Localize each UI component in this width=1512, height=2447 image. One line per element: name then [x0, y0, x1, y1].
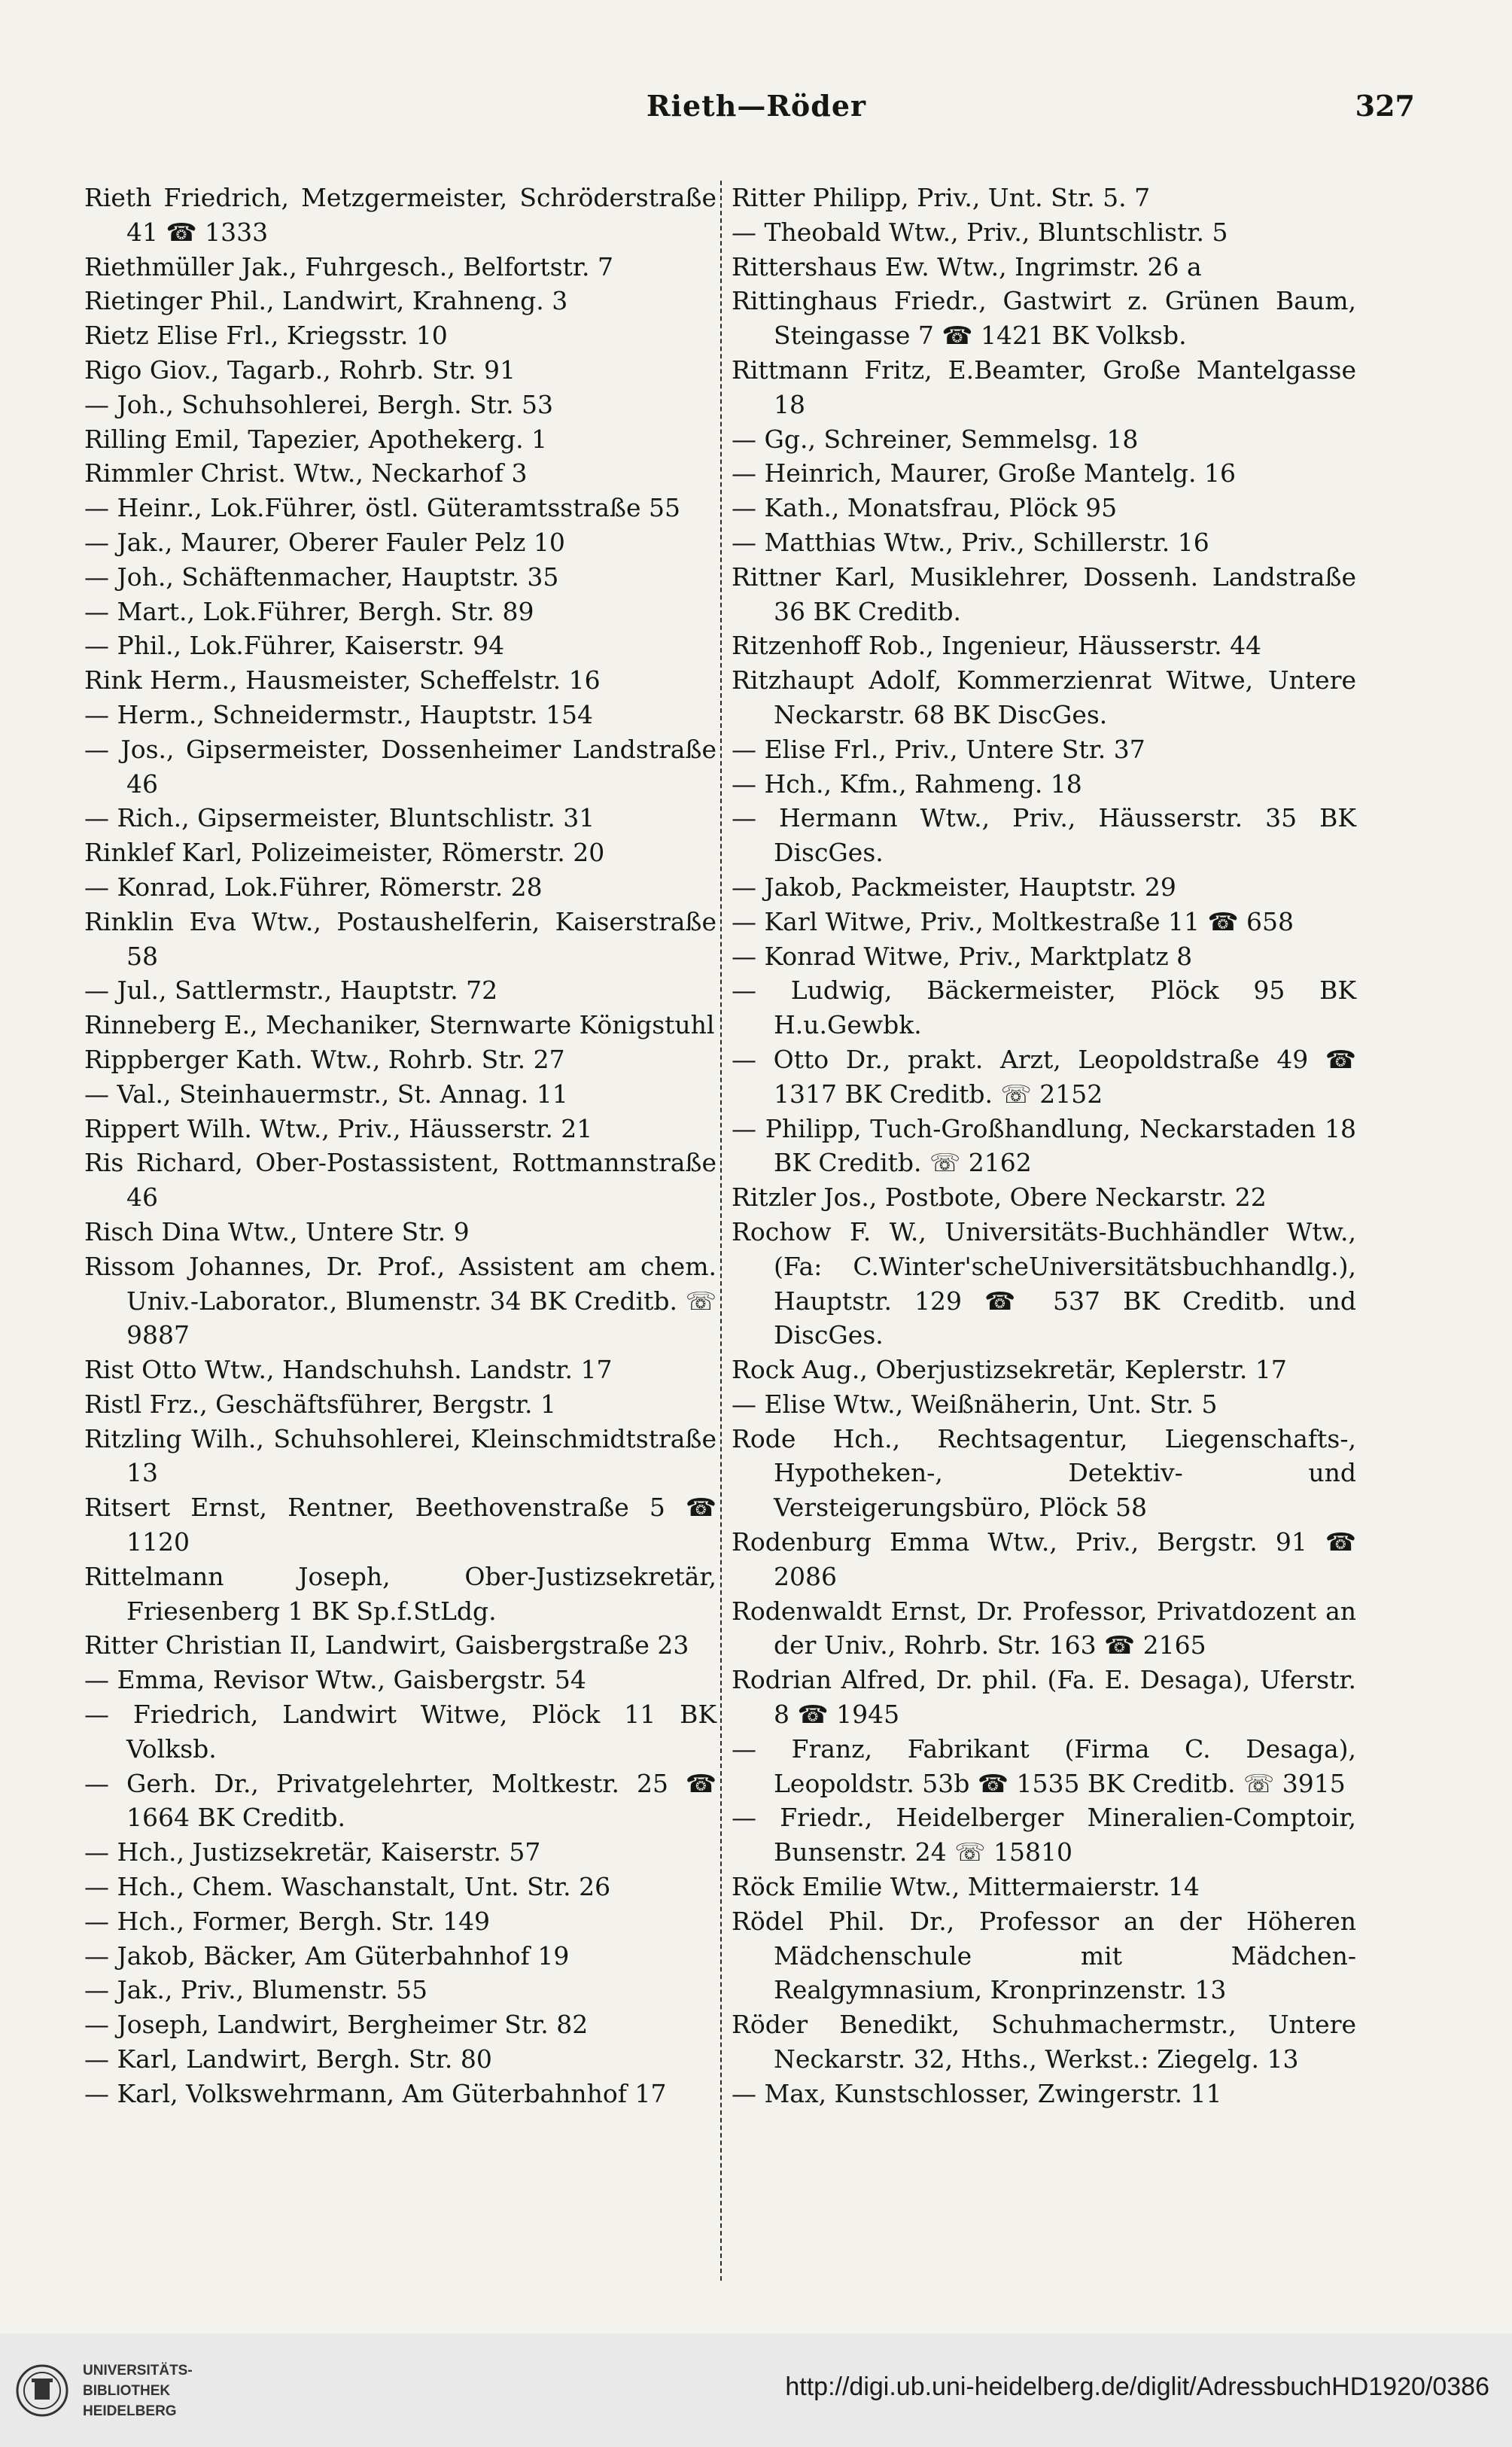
directory-entry: — Herm., Schneidermstr., Hauptstr. 154	[84, 699, 593, 729]
page-title: Rieth—Röder	[646, 89, 867, 123]
directory-entry: — Val., Steinhauermstr., St. Annag. 11	[84, 1079, 568, 1109]
directory-entry: Röder Benedikt, Schuhmachermstr., Untere Neckarstr. 32, Hths., Werkst.: Ziegelg. 13	[732, 2010, 1356, 2074]
running-head	[83, 89, 1430, 142]
directory-entry: — Hch., Kfm., Rahmeng. 18	[732, 768, 1082, 799]
directory-entry: — Hch., Chem. Waschanstalt, Unt. Str. 26	[84, 1872, 611, 1902]
directory-entry: — Friedrich, Landwirt Witwe, Plöck 11 BK Volksb.	[84, 1700, 716, 1764]
directory-entry: Rochow F. W., Universitäts-Buchhändler Wtw., (Fa: C.Winter'scheUniversitätsbuchhandlg.), Hauptstr. 129 ☎ 537 BK Creditb. und DiscGes.	[732, 1216, 1356, 1350]
directory-entry: — Rich., Gipsermeister, Bluntschlistr. 31	[84, 803, 595, 833]
directory-entry: Rodenburg Emma Wtw., Priv., Bergstr. 91 ☎ 2086	[732, 1527, 1356, 1591]
directory-entry: Ritzenhoff Rob., Ingenieur, Häusserstr. 44	[732, 631, 1262, 661]
directory-entry: — Karl Witwe, Priv., Moltkestraße 11 ☎ 658	[732, 906, 1294, 936]
directory-entry: — Hermann Wtw., Priv., Häusserstr. 35 BK DiscGes.	[732, 803, 1356, 868]
directory-entry: — Jul., Sattlermstr., Hauptstr. 72	[84, 975, 498, 1006]
directory-entry: Rist Otto Wtw., Handschuhsh. Landstr. 17	[84, 1355, 613, 1385]
directory-entry: — Jak., Maurer, Oberer Fauler Pelz 10	[84, 527, 565, 557]
directory-entry: — Joh., Schäftenmacher, Hauptstr. 35	[84, 562, 559, 592]
directory-entry: — Mart., Lok.Führer, Bergh. Str. 89	[84, 596, 534, 626]
directory-entry: Rissom Johannes, Dr. Prof., Assistent am chem. Univ.-Laborator., Blumenstr. 34 BK Creditb. ☏ 9887	[84, 1251, 716, 1350]
directory-entry: Rimmler Christ. Wtw., Neckarhof 3	[84, 458, 528, 488]
directory-entry: — Jakob, Packmeister, Hauptstr. 29	[732, 872, 1176, 902]
directory-entry: — Jos., Gipsermeister, Dossenheimer Landstraße 46	[84, 734, 716, 799]
directory-entry: Riethmüller Jak., Fuhrgesch., Belfortstr. 7	[84, 251, 614, 282]
directory-entry: Rilling Emil, Tapezier, Apothekerg. 1	[84, 424, 548, 454]
directory-entry: — Konrad, Lok.Führer, Römerstr. 28	[84, 872, 543, 902]
left-column	[84, 181, 716, 2111]
directory-entry: Ristl Frz., Geschäftsführer, Bergstr. 1	[84, 1389, 556, 1419]
directory-entry: — Matthias Wtw., Priv., Schillerstr. 16	[732, 527, 1209, 557]
directory-entry: Rippert Wilh. Wtw., Priv., Häusserstr. 21	[84, 1113, 593, 1143]
directory-entry: Ritter Christian II, Landwirt, Gaisbergstraße 23	[84, 1630, 689, 1660]
directory-entry: Rittelmann Joseph, Ober-Justizsekretär, Friesenberg 1 BK Sp.f.StLdg.	[84, 1561, 716, 1626]
directory-entry: — Ludwig, Bäckermeister, Plöck 95 BK H.u.Gewbk.	[732, 975, 1356, 1040]
directory-entry: Ritsert Ernst, Rentner, Beethovenstraße 5 ☎ 1120	[84, 1493, 716, 1557]
directory-entry: — Phil., Lok.Führer, Kaiserstr. 94	[84, 631, 505, 661]
directory-entry: Rinklef Karl, Polizeimeister, Römerstr. 20	[84, 838, 605, 868]
directory-entry: Röck Emilie Wtw., Mittermaierstr. 14	[732, 1872, 1200, 1902]
directory-entry: — Hch., Justizsekretär, Kaiserstr. 57	[84, 1837, 541, 1867]
directory-entry: — Joseph, Landwirt, Bergheimer Str. 82	[84, 2010, 589, 2040]
directory-entry: — Elise Wtw., Weißnäherin, Unt. Str. 5	[732, 1389, 1218, 1419]
directory-entry: Rittmann Fritz, E.Beamter, Große Mantelgasse 18	[732, 355, 1356, 419]
directory-entry: — Max, Kunstschlosser, Zwingerstr. 11	[732, 2078, 1222, 2108]
right-column	[732, 181, 1356, 2111]
column-divider	[720, 181, 722, 2281]
directory-entry: Rinklin Eva Wtw., Postaushelferin, Kaiserstraße 58	[84, 906, 716, 971]
directory-entry: Rittinghaus Friedr., Gastwirt z. Grünen Baum, Steingasse 7 ☎ 1421 BK Volksb.	[732, 286, 1356, 351]
directory-entry: Rodenwaldt Ernst, Dr. Professor, Privatdozent an der Univ., Rohrb. Str. 163 ☎ 2165	[732, 1596, 1356, 1660]
directory-entry: Rittershaus Ew. Wtw., Ingrimstr. 26 a	[732, 251, 1202, 282]
library-name: UNIVERSITÄTS- BIBLIOTHEK HEIDELBERG	[83, 2363, 193, 2419]
directory-entry: Ritzler Jos., Postbote, Obere Neckarstr. 22	[732, 1182, 1267, 1213]
directory-entry: Rode Hch., Rechtsagentur, Liegenschafts-, Hypotheken-, Detektiv- und Versteigerungsbüro, Plöck 58	[732, 1423, 1356, 1523]
directory-entry: Ritter Philipp, Priv., Unt. Str. 5. 7	[732, 183, 1151, 212]
directory-entry: Ris Richard, Ober-Postassistent, Rottmannstraße 46	[84, 1148, 716, 1213]
directory-entry: — Jakob, Bäcker, Am Güterbahnhof 19	[84, 1940, 570, 1971]
university-seal-icon	[15, 2363, 69, 2418]
directory-entry: — Karl, Landwirt, Bergh. Str. 80	[84, 2044, 492, 2074]
directory-entry: Rietz Elise Frl., Kriegsstr. 10	[84, 321, 448, 351]
directory-entry: Rodrian Alfred, Dr. phil. (Fa. E. Desaga), Uferstr. 8 ☎ 1945	[732, 1665, 1356, 1730]
directory-entry: — Theobald Wtw., Priv., Bluntschlistr. 5	[732, 217, 1228, 247]
page-number: 327	[1355, 89, 1415, 123]
directory-entry: — Joh., Schuhsohlerei, Bergh. Str. 53	[84, 389, 554, 419]
directory-entry: — Heinrich, Maurer, Große Mantelg. 16	[732, 458, 1237, 488]
directory-entry: Rittner Karl, Musiklehrer, Dossenh. Landstraße 36 BK Creditb.	[732, 562, 1356, 626]
directory-entry: Rietinger Phil., Landwirt, Krahneng. 3	[84, 286, 568, 316]
directory-entry: — Karl, Volkswehrmann, Am Güterbahnhof 17	[84, 2078, 667, 2108]
directory-entry: — Kath., Monatsfrau, Plöck 95	[732, 493, 1118, 523]
directory-entry: Ritzling Wilh., Schuhsohlerei, Kleinschmidtstraße 13	[84, 1423, 716, 1488]
directory-entry: Rock Aug., Oberjustizsekretär, Keplerstr. 17	[732, 1355, 1287, 1385]
directory-entry: Rippberger Kath. Wtw., Rohrb. Str. 27	[84, 1044, 565, 1074]
directory-entry: — Hch., Former, Bergh. Str. 149	[84, 1906, 491, 1936]
directory-entry: Rink Herm., Hausmeister, Scheffelstr. 16	[84, 665, 601, 695]
directory-entry: — Otto Dr., prakt. Arzt, Leopoldstraße 49 ☎ 1317 BK Creditb. ☏ 2152	[732, 1044, 1356, 1109]
directory-entry: — Franz, Fabrikant (Firma C. Desaga), Leopoldstr. 53b ☎ 1535 BK Creditb. ☏ 3915	[732, 1733, 1356, 1798]
directory-entry: Rinneberg E., Mechaniker, Sternwarte Königstuhl	[84, 1010, 715, 1040]
directory-entry: — Konrad Witwe, Priv., Marktplatz 8	[732, 941, 1193, 971]
directory-entry: — Emma, Revisor Wtw., Gaisbergstr. 54	[84, 1665, 586, 1695]
directory-entry: — Heinr., Lok.Führer, östl. Güteramtsstraße 55	[84, 493, 680, 523]
source-url[interactable]: http://digi.ub.uni-heidelberg.de/diglit/AdressbuchHD1920/0386	[785, 2372, 1489, 2401]
directory-entry: Risch Dina Wtw., Untere Str. 9	[84, 1216, 470, 1246]
directory-entry: Rigo Giov., Tagarb., Rohrb. Str. 91	[84, 355, 516, 385]
directory-entry: — Gerh. Dr., Privatgelehrter, Moltkestr. 25 ☎ 1664 BK Creditb.	[84, 1768, 716, 1833]
directory-entry: Ritzhaupt Adolf, Kommerzienrat Witwe, Untere Neckarstr. 68 BK DiscGes.	[732, 665, 1356, 729]
directory-entry: — Gg., Schreiner, Semmelsg. 18	[732, 424, 1139, 454]
directory-entry: — Philipp, Tuch-Großhandlung, Neckarstaden 18 BK Creditb. ☏ 2162	[732, 1113, 1356, 1178]
directory-entry: — Elise Frl., Priv., Untere Str. 37	[732, 734, 1145, 764]
viewer-footer	[0, 2333, 1512, 2447]
directory-entry: Rödel Phil. Dr., Professor an der Höheren Mädchenschule mit Mädchen-Realgymnasium, Kronprinzenstr. 13	[732, 1906, 1356, 2005]
library-logo[interactable]	[15, 2359, 256, 2427]
directory-entry: — Jak., Priv., Blumenstr. 55	[84, 1975, 428, 2005]
directory-entry: — Friedr., Heidelberger Mineralien-Comptoir, Bunsenstr. 24 ☏ 15810	[732, 1803, 1356, 1867]
directory-entry: Rieth Friedrich, Metzgermeister, Schröderstraße 41 ☎ 1333	[84, 183, 716, 247]
